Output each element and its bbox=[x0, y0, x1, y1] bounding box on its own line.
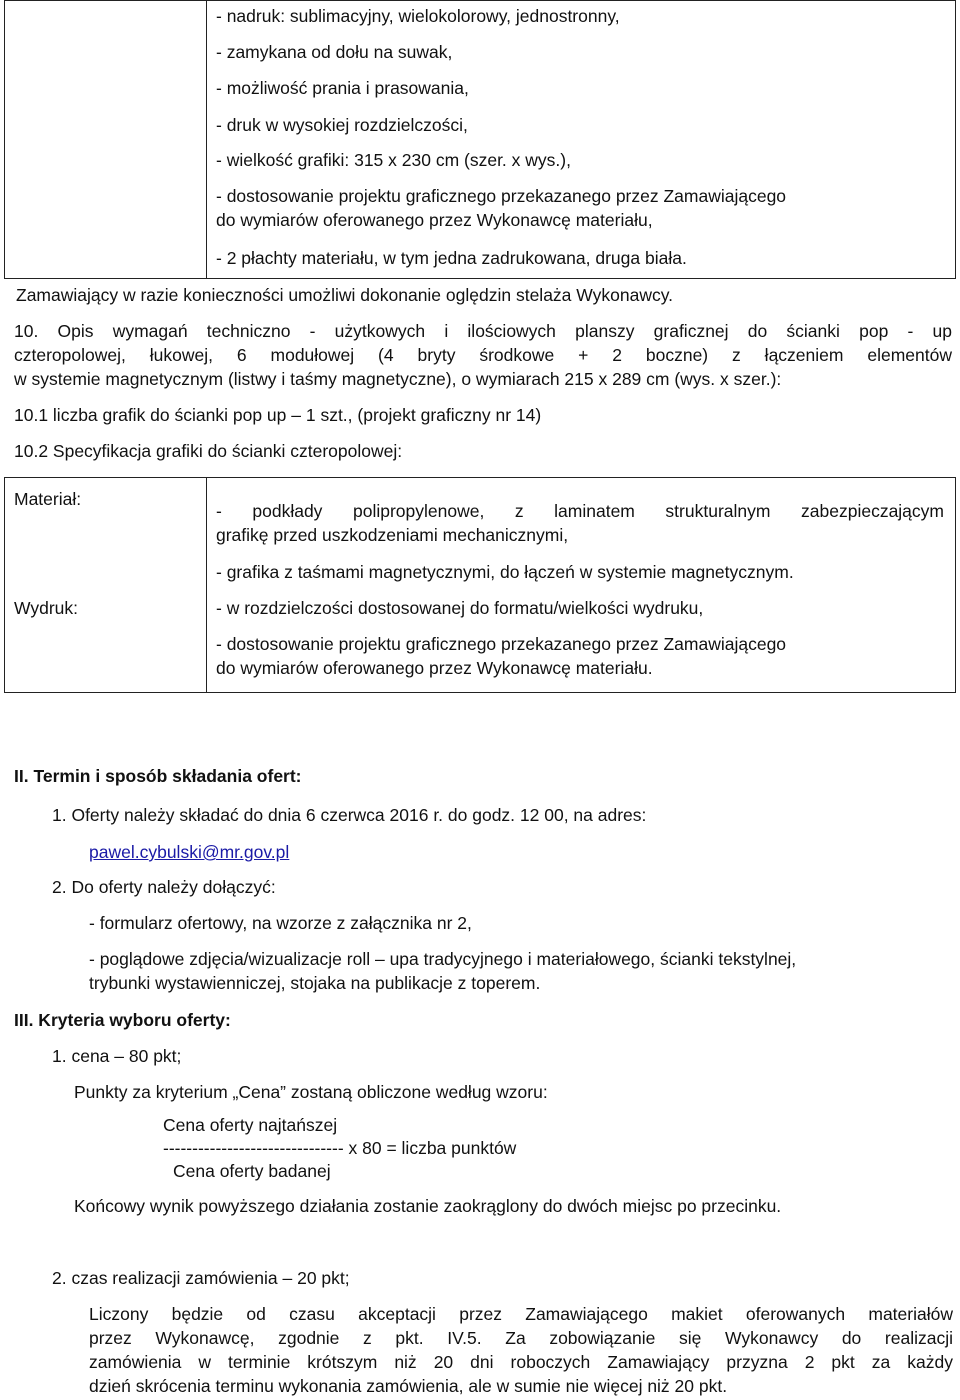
delivery-paragraph-line: dzień skrócenia terminu wykonania zamówienia, ale w sumie nie więcej niż 20 pkt. bbox=[89, 1376, 728, 1396]
table-border-right bbox=[955, 0, 956, 279]
delivery-paragraph-line: przez Wykonawcę, zgodnie z pkt. IV.5. Za zobowiązanie się Wykonawcy do realizacji bbox=[89, 1328, 953, 1348]
table-border-right bbox=[955, 477, 956, 693]
section-10-line: czteropolowej, łukowej, 6 modułowej (4 bryty środkowe + 2 boczne) z łączeniem elementów bbox=[14, 345, 952, 365]
spec-row: do wymiarów oferowanego przez Wykonawcę materiału, bbox=[216, 210, 653, 230]
print-line: - w rozdzielczości dostosowanej do formatu/wielkości wydruku, bbox=[216, 598, 704, 618]
formula-intro: Punkty za kryterium „Cena” zostaną obliczone według wzoru: bbox=[74, 1082, 548, 1102]
print-line: - dostosowanie projektu graficznego przekazanego przez Zamawiającego bbox=[216, 634, 787, 654]
table-border-left bbox=[4, 477, 5, 693]
delivery-paragraph-line: zamówienia w terminie krótszym niż 20 dni roboczych Zamawiający przyzna 2 pkt za każdy bbox=[89, 1352, 953, 1372]
section-ii-item: 2. Do oferty należy dołączyć: bbox=[52, 877, 276, 897]
attachment-item: trybunki wystawienniczej, stojaka na publikacje z toperem. bbox=[89, 973, 541, 993]
table-border-top bbox=[4, 477, 956, 478]
section-10-item: 10.2 Specyfikacja grafiki do ścianki czteropolowej: bbox=[14, 441, 403, 461]
table-border-middle bbox=[206, 0, 207, 279]
table-border-bottom bbox=[4, 692, 956, 693]
print-line: do wymiarów oferowanego przez Wykonawcę materiału. bbox=[216, 658, 653, 678]
attachment-item: - formularz ofertowy, na wzorze z załącznika nr 2, bbox=[89, 913, 472, 933]
formula-denominator: Cena oferty badanej bbox=[173, 1161, 331, 1181]
table-border-top bbox=[4, 0, 956, 1]
table-border-middle bbox=[206, 477, 207, 693]
attachment-item: - poglądowe zdjęcia/wizualizacje roll – upa tradycyjnego i materiałowego, ścianki tekstylnej, bbox=[89, 949, 797, 969]
section-ii-item: 1. Oferty należy składać do dnia 6 czerwca 2016 r. do godz. 12 00, na adres: bbox=[52, 805, 647, 825]
delivery-paragraph-line: Liczony będzie od czasu akceptacji przez Zamawiającego makiet oferowanych materiałów bbox=[89, 1304, 953, 1324]
print-label: Wydruk: bbox=[14, 598, 79, 618]
material-label: Materiał: bbox=[14, 489, 82, 509]
criterion-item: 2. czas realizacji zamówienia – 20 pkt; bbox=[52, 1268, 350, 1288]
material-line: grafikę przed uszkodzeniami mechanicznymi, bbox=[216, 525, 569, 545]
material-line: - grafika z taśmami magnetycznymi, do łączeń w systemie magnetycznym. bbox=[216, 562, 794, 582]
criterion-item: 1. cena – 80 pkt; bbox=[52, 1046, 182, 1066]
section-iii-heading: III. Kryteria wyboru oferty: bbox=[14, 1010, 231, 1030]
section-10-item: 10.1 liczba grafik do ścianki pop up – 1 szt., (projekt graficzny nr 14) bbox=[14, 405, 542, 425]
section-ii-heading: II. Termin i sposób składania ofert: bbox=[14, 766, 302, 786]
section-10-line: 10. Opis wymagań techniczno - użytkowych i ilościowych planszy graficznej do ścianki pop - up bbox=[14, 321, 952, 341]
table-border-left bbox=[4, 0, 5, 279]
formula-numerator: Cena oferty najtańszej bbox=[163, 1115, 338, 1135]
spec-row: - dostosowanie projektu graficznego przekazanego przez Zamawiającego bbox=[216, 186, 787, 206]
table-border-bottom bbox=[4, 278, 956, 279]
rounding-note: Końcowy wynik powyższego działania zostanie zaokrąglony do dwóch miejsc po przecinku. bbox=[74, 1196, 782, 1216]
spec-row: - możliwość prania i prasowania, bbox=[216, 78, 469, 98]
spec-row: - druk w wysokiej rozdzielczości, bbox=[216, 115, 468, 135]
material-line: - podkłady polipropylenowe, z laminatem strukturalnym zabezpieczającym bbox=[216, 501, 944, 521]
spec-row: - wielkość grafiki: 315 x 230 cm (szer. x wys.), bbox=[216, 150, 571, 170]
inspection-note: Zamawiający w razie konieczności umożliwi dokonanie oględzin stelaża Wykonawcy. bbox=[16, 285, 674, 305]
spec-row: - nadruk: sublimacyjny, wielokolorowy, jednostronny, bbox=[216, 6, 620, 26]
section-10-line: w systemie magnetycznym (listwy i taśmy magnetyczne), o wymiarach 215 x 289 cm (wys. x szer.): bbox=[14, 369, 782, 389]
email-link[interactable]: pawel.cybulski@mr.gov.pl bbox=[89, 842, 290, 862]
formula-fraction-line: ------------------------------- x 80 = liczba punktów bbox=[163, 1138, 517, 1158]
spec-row: - 2 płachty materiału, w tym jedna zadrukowana, druga biała. bbox=[216, 248, 687, 268]
spec-row: - zamykana od dołu na suwak, bbox=[216, 42, 453, 62]
